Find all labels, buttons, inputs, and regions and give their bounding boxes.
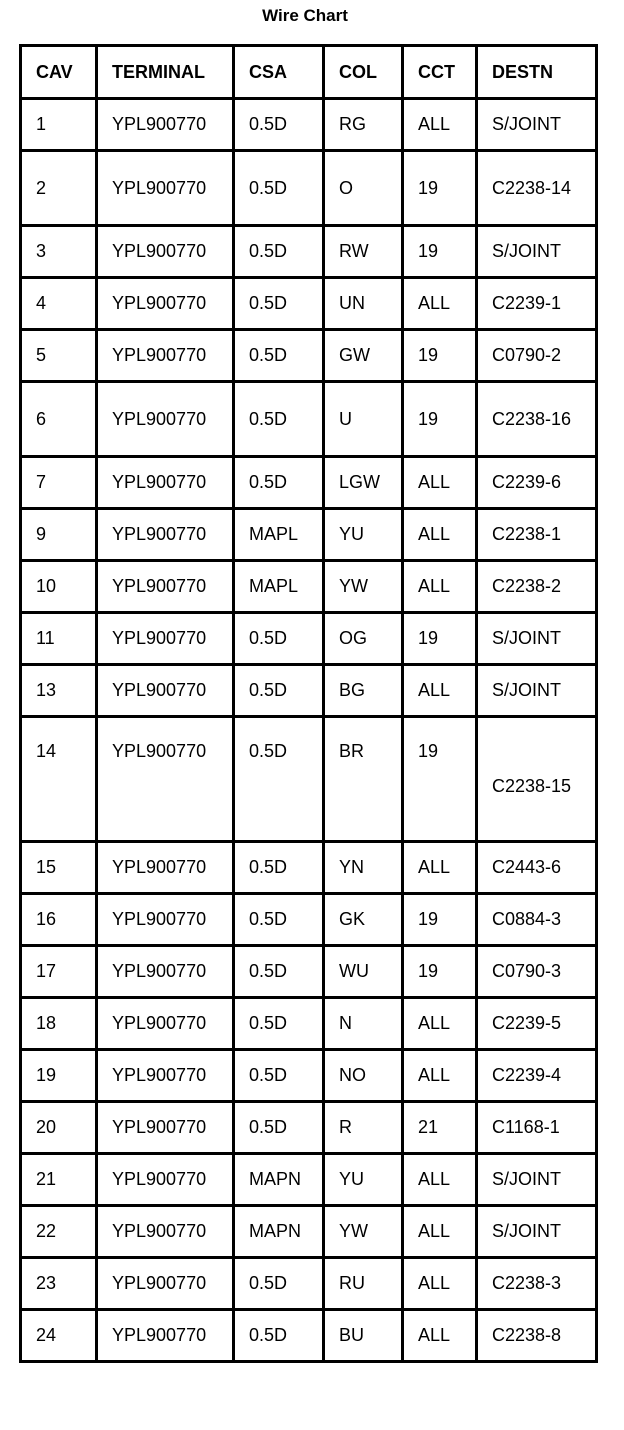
table-row [21, 1050, 597, 1102]
cell-csa: 0.5D [234, 151, 324, 226]
cell-terminal: YPL900770 [97, 1206, 234, 1258]
cell-cct: 19 [403, 946, 477, 998]
cell-destn: C0884-3 [477, 894, 597, 946]
page-title: Wire Chart [262, 6, 348, 25]
cell-cct: ALL [403, 1258, 477, 1310]
cell-cct: 19 [403, 382, 477, 457]
cell-cav: 23 [21, 1258, 97, 1310]
cell-csa: MAPN [234, 1154, 324, 1206]
cell-cav: 9 [21, 509, 97, 561]
column-header-cct: CCT [403, 46, 477, 99]
cell-cct: 19 [403, 330, 477, 382]
cell-csa: 0.5D [234, 665, 324, 717]
cell-terminal: YPL900770 [97, 1102, 234, 1154]
cell-csa: 0.5D [234, 1310, 324, 1362]
cell-col: YW [324, 1206, 403, 1258]
cell-destn: C2239-5 [477, 998, 597, 1050]
cell-cav: 18 [21, 998, 97, 1050]
cell-col: YU [324, 1154, 403, 1206]
cell-csa: 0.5D [234, 99, 324, 151]
cell-terminal: YPL900770 [97, 457, 234, 509]
table-row [21, 613, 597, 665]
cell-destn: S/JOINT [477, 99, 597, 151]
cell-cav: 24 [21, 1310, 97, 1362]
cell-destn: S/JOINT [477, 665, 597, 717]
wire-chart-table [19, 44, 598, 1363]
cell-csa: MAPL [234, 561, 324, 613]
cell-cav: 2 [21, 151, 97, 226]
cell-terminal: YPL900770 [97, 1050, 234, 1102]
cell-col: GK [324, 894, 403, 946]
cell-cct: ALL [403, 1206, 477, 1258]
cell-cct: ALL [403, 1310, 477, 1362]
cell-destn: C2238-14 [477, 151, 597, 226]
cell-col: BU [324, 1310, 403, 1362]
table-row [21, 1102, 597, 1154]
cell-cav: 11 [21, 613, 97, 665]
cell-terminal: YPL900770 [97, 717, 234, 842]
cell-cav: 21 [21, 1154, 97, 1206]
cell-terminal: YPL900770 [97, 226, 234, 278]
cell-cav: 13 [21, 665, 97, 717]
cell-destn: C2239-6 [477, 457, 597, 509]
cell-col: U [324, 382, 403, 457]
table-row [21, 998, 597, 1050]
cell-csa: 0.5D [234, 717, 324, 842]
cell-terminal: YPL900770 [97, 1154, 234, 1206]
cell-csa: 0.5D [234, 613, 324, 665]
cell-cct: 21 [403, 1102, 477, 1154]
table-row [21, 894, 597, 946]
cell-destn: C0790-2 [477, 330, 597, 382]
cell-terminal: YPL900770 [97, 665, 234, 717]
table-row [21, 717, 597, 842]
cell-destn: C2239-4 [477, 1050, 597, 1102]
cell-csa: 0.5D [234, 1258, 324, 1310]
cell-cav: 4 [21, 278, 97, 330]
table-row [21, 842, 597, 894]
cell-destn: C2238-3 [477, 1258, 597, 1310]
cell-col: RG [324, 99, 403, 151]
cell-cct: ALL [403, 665, 477, 717]
cell-terminal: YPL900770 [97, 1258, 234, 1310]
cell-destn: S/JOINT [477, 613, 597, 665]
cell-col: WU [324, 946, 403, 998]
cell-csa: 0.5D [234, 226, 324, 278]
cell-col: N [324, 998, 403, 1050]
cell-cav: 19 [21, 1050, 97, 1102]
table-row [21, 1258, 597, 1310]
cell-col: YW [324, 561, 403, 613]
cell-terminal: YPL900770 [97, 613, 234, 665]
cell-csa: 0.5D [234, 998, 324, 1050]
cell-cav: 6 [21, 382, 97, 457]
cell-cct: 19 [403, 151, 477, 226]
cell-cav: 1 [21, 99, 97, 151]
cell-terminal: YPL900770 [97, 151, 234, 226]
cell-terminal: YPL900770 [97, 278, 234, 330]
cell-col: YU [324, 509, 403, 561]
table-row [21, 330, 597, 382]
cell-col: YN [324, 842, 403, 894]
table-row [21, 278, 597, 330]
cell-cct: 19 [403, 226, 477, 278]
cell-csa: MAPN [234, 1206, 324, 1258]
cell-cct: ALL [403, 561, 477, 613]
cell-cct: ALL [403, 457, 477, 509]
header-row [21, 46, 597, 99]
cell-destn: C2238-8 [477, 1310, 597, 1362]
table-row [21, 665, 597, 717]
cell-cct: ALL [403, 99, 477, 151]
cell-cav: 10 [21, 561, 97, 613]
cell-csa: 0.5D [234, 1050, 324, 1102]
table-row [21, 1310, 597, 1362]
cell-col: RU [324, 1258, 403, 1310]
cell-cav: 20 [21, 1102, 97, 1154]
table-row [21, 561, 597, 613]
cell-terminal: YPL900770 [97, 1310, 234, 1362]
cell-terminal: YPL900770 [97, 894, 234, 946]
cell-destn: S/JOINT [477, 1206, 597, 1258]
cell-col: GW [324, 330, 403, 382]
cell-terminal: YPL900770 [97, 509, 234, 561]
cell-csa: 0.5D [234, 457, 324, 509]
cell-cav: 17 [21, 946, 97, 998]
cell-destn: C1168-1 [477, 1102, 597, 1154]
cell-csa: 0.5D [234, 894, 324, 946]
cell-cct: ALL [403, 1050, 477, 1102]
cell-cav: 3 [21, 226, 97, 278]
cell-cct: 19 [403, 894, 477, 946]
cell-cct: ALL [403, 509, 477, 561]
cell-col: RW [324, 226, 403, 278]
cell-terminal: YPL900770 [97, 382, 234, 457]
cell-terminal: YPL900770 [97, 330, 234, 382]
cell-cav: 14 [21, 717, 97, 842]
cell-cav: 22 [21, 1206, 97, 1258]
cell-destn: S/JOINT [477, 1154, 597, 1206]
cell-terminal: YPL900770 [97, 998, 234, 1050]
cell-terminal: YPL900770 [97, 561, 234, 613]
cell-csa: 0.5D [234, 946, 324, 998]
table-row [21, 151, 597, 226]
cell-csa: 0.5D [234, 1102, 324, 1154]
cell-col: LGW [324, 457, 403, 509]
cell-cav: 15 [21, 842, 97, 894]
cell-destn: C2238-2 [477, 561, 597, 613]
cell-col: BR [324, 717, 403, 842]
cell-cct: ALL [403, 842, 477, 894]
cell-terminal: YPL900770 [97, 946, 234, 998]
table-row [21, 1206, 597, 1258]
table-row [21, 99, 597, 151]
column-header-csa: CSA [234, 46, 324, 99]
cell-col: OG [324, 613, 403, 665]
cell-cct: ALL [403, 1154, 477, 1206]
cell-terminal: YPL900770 [97, 99, 234, 151]
cell-cct: ALL [403, 998, 477, 1050]
cell-csa: 0.5D [234, 278, 324, 330]
table-row [21, 457, 597, 509]
cell-csa: 0.5D [234, 382, 324, 457]
cell-cav: 7 [21, 457, 97, 509]
cell-cct: 19 [403, 613, 477, 665]
table-row [21, 946, 597, 998]
cell-csa: MAPL [234, 509, 324, 561]
cell-destn: C0790-3 [477, 946, 597, 998]
cell-cav: 5 [21, 330, 97, 382]
table-row [21, 226, 597, 278]
column-header-col: COL [324, 46, 403, 99]
column-header-cav: CAV [21, 46, 97, 99]
cell-destn: C2443-6 [477, 842, 597, 894]
table-row [21, 1154, 597, 1206]
cell-cct: 19 [403, 717, 477, 842]
cell-destn: C2238-16 [477, 382, 597, 457]
cell-col: BG [324, 665, 403, 717]
column-header-destn: DESTN [477, 46, 597, 99]
cell-col: O [324, 151, 403, 226]
cell-cct: ALL [403, 278, 477, 330]
cell-csa: 0.5D [234, 842, 324, 894]
cell-col: R [324, 1102, 403, 1154]
cell-terminal: YPL900770 [97, 842, 234, 894]
table-row [21, 382, 597, 457]
cell-csa: 0.5D [234, 330, 324, 382]
cell-cav: 16 [21, 894, 97, 946]
cell-destn: C2238-15 [477, 717, 597, 842]
cell-col: UN [324, 278, 403, 330]
cell-destn: C2239-1 [477, 278, 597, 330]
table-row [21, 509, 597, 561]
cell-col: NO [324, 1050, 403, 1102]
cell-destn: C2238-1 [477, 509, 597, 561]
column-header-terminal: TERMINAL [97, 46, 234, 99]
cell-destn: S/JOINT [477, 226, 597, 278]
